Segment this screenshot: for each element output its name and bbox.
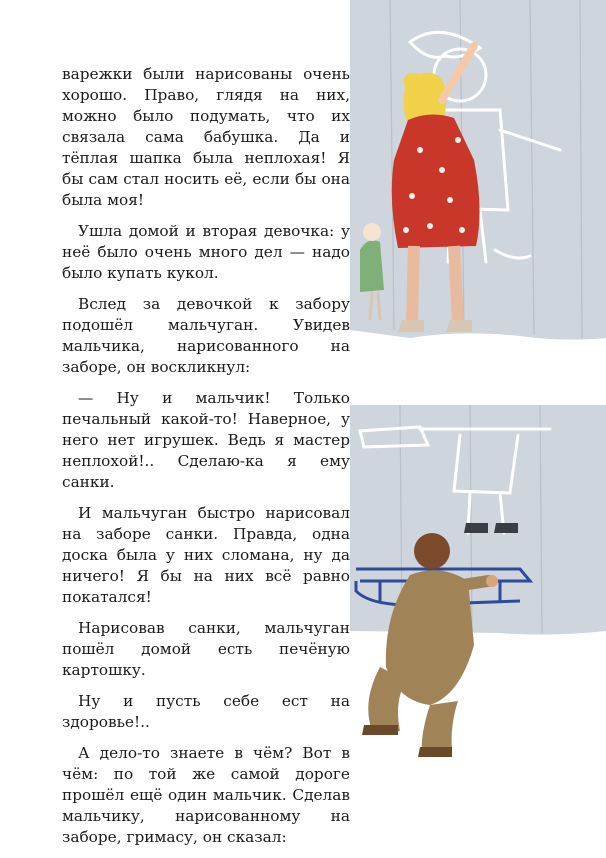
- paragraph: А дело-то знаете в чём? Вот в чём: по той же самой дороге прошёл ещё один мальчик. Сделав мальчику, нарисованному на заборе, гримасу, он сказал:: [62, 744, 350, 846]
- paragraph: Ну и пусть себе ест на здоровье!..: [62, 692, 350, 731]
- paragraph: Ушла домой и вторая девочка: у неё было очень много дел — надо было купать кукол.: [62, 222, 350, 282]
- paragraph: Вслед за девочкой к забору подошёл мальчуган. Увидев мальчика, нарисованного на заборе, он воскликнул:: [62, 295, 350, 376]
- paragraph: И мальчуган быстро нарисовал на заборе санки. Правда, одна доска была у них сломана, ну да ничего! Я бы на них всё равно покатался!: [62, 504, 350, 606]
- paragraph: Нарисовав санки, мальчуган пошёл домой есть печёную картошку.: [62, 619, 350, 679]
- illustration-girl-drawing: [350, 0, 606, 370]
- illustration-boy-drawing-sled: [350, 405, 606, 794]
- story-text: [62, 64, 350, 858]
- paragraph: варежки были нарисованы очень хорошо. Право, глядя на них, можно было подумать, что их связала сама бабушка. Да и тёплая шапка была неплохая! Я бы сам стал носить её, если бы она была моя!: [62, 65, 350, 209]
- paragraph: — Ну и мальчик! Только печальный какой-то! Наверное, у него нет игрушек. Ведь я мастер неплохой!.. Сделаю-ка я ему санки.: [62, 389, 350, 491]
